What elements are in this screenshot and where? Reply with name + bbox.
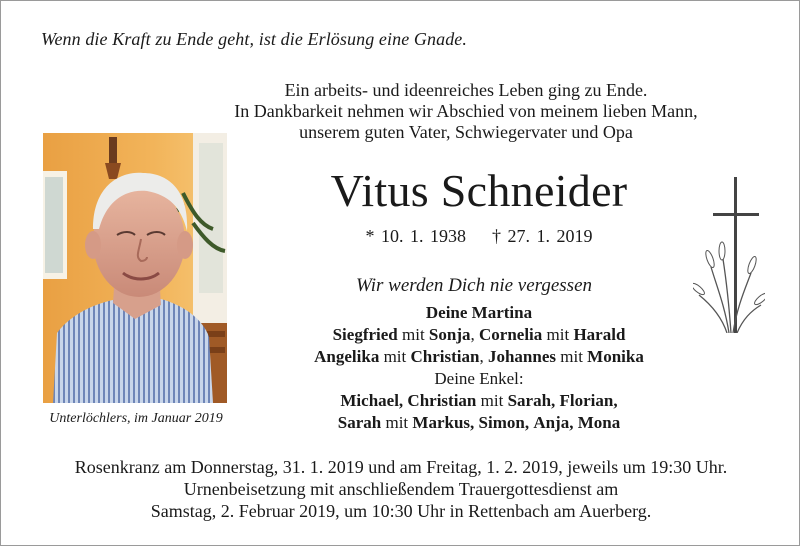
separator: , (569, 413, 574, 432)
mourners-list (241, 302, 717, 434)
mourner-name: Siegfried (332, 325, 398, 344)
separator: , (551, 391, 556, 410)
separator: , (613, 391, 618, 410)
intro-line: unserem guten Vater, Schwiegervater und Opa (299, 122, 633, 142)
mourner-name: Simon (478, 413, 525, 432)
mourner-name: Michael (340, 391, 399, 410)
connector-text: mit (385, 413, 409, 432)
spouse-name: Deine Martina (425, 303, 533, 322)
mourner-name: Anja (533, 413, 570, 432)
mourner-name: Christian (410, 347, 480, 366)
death-date: † 27. 1. 2019 (492, 226, 593, 246)
mourner-name: Sarah (507, 391, 552, 410)
intro-text (181, 80, 751, 143)
service-info (21, 456, 781, 522)
connector-text: mit (546, 325, 570, 344)
separator: , (470, 325, 475, 344)
photo-caption: Unterlöchlers, im Januar 2019 (49, 411, 223, 426)
mourner-name: Johannes (487, 347, 556, 366)
grandchildren-line-2 (241, 412, 717, 434)
motto-text: Wenn die Kraft zu Ende geht, ist die Erlösung eine Gnade. (41, 29, 467, 49)
remembrance-line: Wir werden Dich nie vergessen (355, 275, 593, 296)
spouse-line (241, 302, 717, 324)
life-dates (301, 226, 657, 247)
mourner-name: Christian (407, 391, 477, 410)
mourner-name: Florian (559, 391, 614, 410)
connector-text: mit (560, 347, 583, 366)
rosary-line: Rosenkranz am Donnerstag, 31. 1. 2019 und am Freitag, 1. 2. 2019, jeweils um 19:30 Uhr. (74, 457, 728, 477)
connector-text: mit (383, 347, 407, 366)
separator: , (479, 347, 484, 366)
mourner-name: Markus (412, 413, 471, 432)
connector-text: mit (480, 391, 504, 410)
mourner-name: Monika (587, 347, 644, 366)
burial-line: Urnenbeisetzung mit anschließendem Trauergottesdienst am (183, 479, 619, 499)
children-line-2 (241, 346, 717, 368)
mourner-name: Sonja (428, 325, 471, 344)
grandchildren-label: Deine Enkel: (434, 369, 524, 388)
intro-line: In Dankbarkeit nehmen wir Abschied von meinem lieben Mann, (234, 101, 698, 121)
intro-line: Ein arbeits- und ideenreiches Leben ging zu Ende. (284, 80, 648, 100)
burial-date-line: Samstag, 2. Februar 2019, um 10:30 Uhr in Rettenbach am Auerberg. (150, 501, 652, 521)
connector-text: mit (402, 325, 425, 344)
deceased-name: Vitus Schneider (330, 165, 628, 216)
mourner-name: Angelika (314, 347, 380, 366)
portrait-photo (43, 133, 227, 403)
separator: , (470, 413, 475, 432)
mourner-name: Mona (577, 413, 621, 432)
mourner-name: Harald (573, 325, 626, 344)
separator: , (524, 413, 530, 432)
mourner-name: Cornelia (479, 325, 543, 344)
grandchildren-line-1 (241, 390, 717, 412)
birth-date: * 10. 1. 1938 (365, 226, 466, 246)
cross-with-wheat-icon (693, 177, 765, 333)
children-line-1 (241, 324, 717, 346)
mourner-name: Sarah (337, 413, 382, 432)
separator: , (398, 391, 404, 410)
